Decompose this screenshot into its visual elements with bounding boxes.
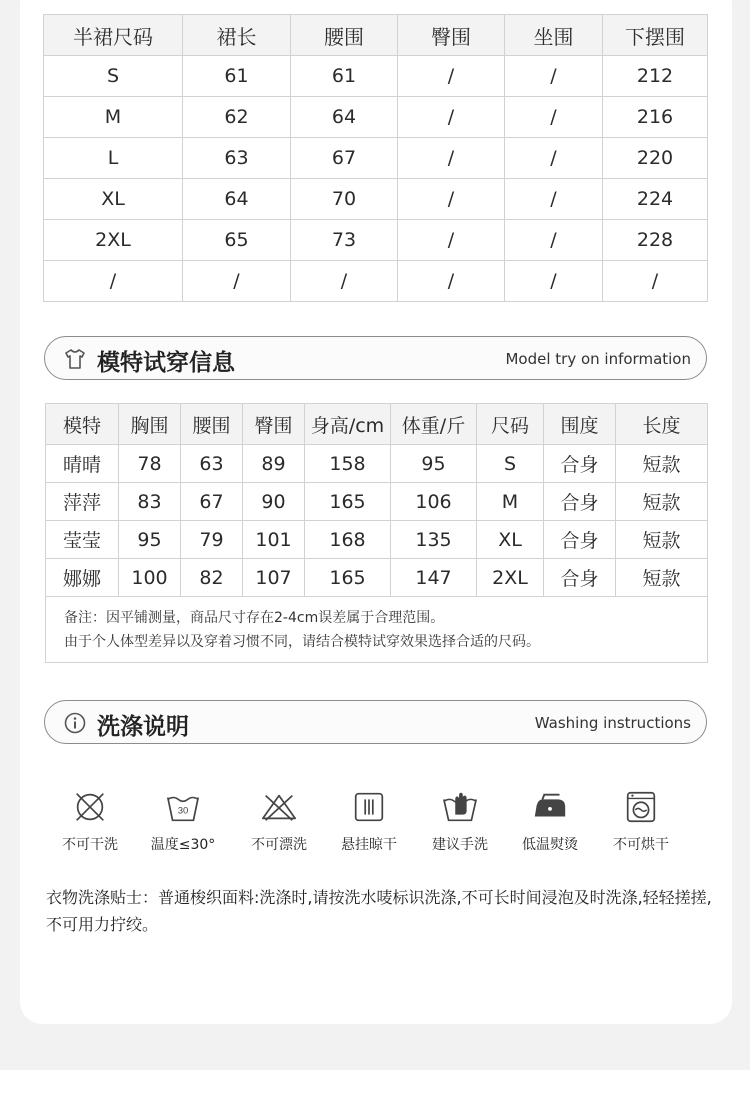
table-cell: 64 [291,97,398,138]
table-cell: / [44,261,183,302]
table-cell: 158 [305,445,391,483]
table-header-row [46,404,708,445]
table-cell: 萍萍 [46,483,119,521]
size-row [44,261,708,302]
size-row [44,220,708,261]
model-fit-table [45,403,708,663]
table-cell: 娜娜 [46,559,119,597]
table-cell: 224 [603,179,708,220]
svg-text:30: 30 [177,805,189,817]
table-cell: 合身 [544,445,616,483]
table-cell: M [44,97,183,138]
table-cell: 67 [181,483,243,521]
header-cell: 长度 [616,404,708,445]
header-cell: 身高/cm [305,404,391,445]
table-cell: 62 [183,97,291,138]
model-row [46,483,708,521]
table-cell: 78 [119,445,181,483]
model-row [46,559,708,597]
size-row [44,97,708,138]
table-cell: 2XL [44,220,183,261]
tshirt-icon [63,347,87,371]
table-cell: 莹莹 [46,521,119,559]
table-cell: S [44,56,183,97]
table-cell: / [505,179,603,220]
size-row [44,56,708,97]
table-cell: 合身 [544,483,616,521]
table-cell: 100 [119,559,181,597]
care-item-hang-dry: 悬挂晾干 [324,788,414,854]
no-tumble-dry-icon [622,788,660,826]
table-cell: 82 [181,559,243,597]
table-cell: 95 [391,445,477,483]
table-cell: 合身 [544,521,616,559]
table-cell: 216 [603,97,708,138]
table-cell: 73 [291,220,398,261]
table-cell: / [505,138,603,179]
care-item-low-iron: 低温熨烫 [505,788,595,854]
table-cell: 短款 [616,445,708,483]
table-cell: 短款 [616,559,708,597]
table-cell: / [603,261,708,302]
table-cell: / [505,220,603,261]
table-cell: XL [44,179,183,220]
table-cell: 79 [181,521,243,559]
washing-tip: 衣物洗涤贴士：普通梭织面料:洗涤时,请按洗水唛标识洗涤,不可长时间浸泡及时洗涤,轻轻搓搓,不可用力拧绞。 [46,888,712,934]
size-chart-table [43,14,708,302]
section-subtitle-en: Model try on information [505,350,691,368]
table-cell: 228 [603,220,708,261]
model-row [46,521,708,559]
table-cell: 2XL [477,559,544,597]
header-cell: 臀围 [398,15,505,56]
table-cell: / [505,261,603,302]
table-cell: 短款 [616,521,708,559]
table-cell: / [505,97,603,138]
table-cell: / [398,97,505,138]
care-item-wash-30: 30 温度≤30° [138,788,228,854]
model-note [46,597,708,663]
table-cell: 61 [291,56,398,97]
table-cell: 63 [181,445,243,483]
table-cell: 90 [243,483,305,521]
table-cell: 212 [603,56,708,97]
table-cell: / [398,179,505,220]
table-cell: 165 [305,483,391,521]
care-icons-row [50,788,710,858]
care-item-no-dry-clean: 不可干洗 [45,788,135,854]
no-bleach-icon [260,788,298,826]
size-row [44,138,708,179]
table-cell: S [477,445,544,483]
table-cell: XL [477,521,544,559]
wash-30-icon [164,788,202,826]
note-line-2: 由于个人体型差异以及穿着习惯不同，请结合模特试穿效果选择合适的尺码。 [64,633,540,650]
header-cell: 模特 [46,404,119,445]
table-cell: / [183,261,291,302]
table-cell: 95 [119,521,181,559]
header-cell: 腰围 [181,404,243,445]
no-dry-clean-icon [71,788,109,826]
header-cell: 坐围 [505,15,603,56]
table-cell: / [398,56,505,97]
header-cell: 裙长 [183,15,291,56]
section-subtitle-en: Washing instructions [534,714,691,732]
table-cell: 晴晴 [46,445,119,483]
header-cell: 围度 [544,404,616,445]
table-cell: / [505,56,603,97]
table-cell: 65 [183,220,291,261]
hang-dry-icon [350,788,388,826]
table-cell: 63 [183,138,291,179]
table-cell: 106 [391,483,477,521]
table-cell: L [44,138,183,179]
table-cell: M [477,483,544,521]
table-cell: / [398,261,505,302]
care-item-no-bleach: 不可漂洗 [234,788,324,854]
model-row [46,445,708,483]
table-cell: 67 [291,138,398,179]
table-cell: / [291,261,398,302]
table-cell: 合身 [544,559,616,597]
size-row [44,179,708,220]
table-cell: 168 [305,521,391,559]
note-line-1: 备注：因平铺测量，商品尺寸存在2-4cm误差属于合理范围。 [64,609,445,626]
hand-wash-icon [441,788,479,826]
table-cell: 短款 [616,483,708,521]
model-info-header [44,336,707,380]
table-cell: 89 [243,445,305,483]
care-item-hand-wash: 建议手洗 [415,788,505,854]
section-title: 洗涤说明 [97,714,189,740]
table-cell: / [398,220,505,261]
footer-strip [0,1070,750,1100]
table-cell: 101 [243,521,305,559]
table-cell: 61 [183,56,291,97]
table-cell: 70 [291,179,398,220]
table-cell: 135 [391,521,477,559]
header-cell: 胸围 [119,404,181,445]
low-iron-icon [531,788,569,826]
table-cell: 83 [119,483,181,521]
table-cell: 107 [243,559,305,597]
header-cell: 尺码 [477,404,544,445]
header-cell: 半裙尺码 [44,15,183,56]
header-cell: 体重/斤 [391,404,477,445]
table-cell: / [398,138,505,179]
table-cell: 165 [305,559,391,597]
header-cell: 臀围 [243,404,305,445]
table-cell: 147 [391,559,477,597]
info-icon [63,711,87,735]
table-cell: 64 [183,179,291,220]
table-cell: 220 [603,138,708,179]
wash-info-header [44,700,707,744]
header-cell: 腰围 [291,15,398,56]
section-title: 模特试穿信息 [97,350,235,376]
care-item-no-tumble-dry: 不可烘干 [596,788,686,854]
header-cell: 下摆围 [603,15,708,56]
table-header-row [44,15,708,56]
